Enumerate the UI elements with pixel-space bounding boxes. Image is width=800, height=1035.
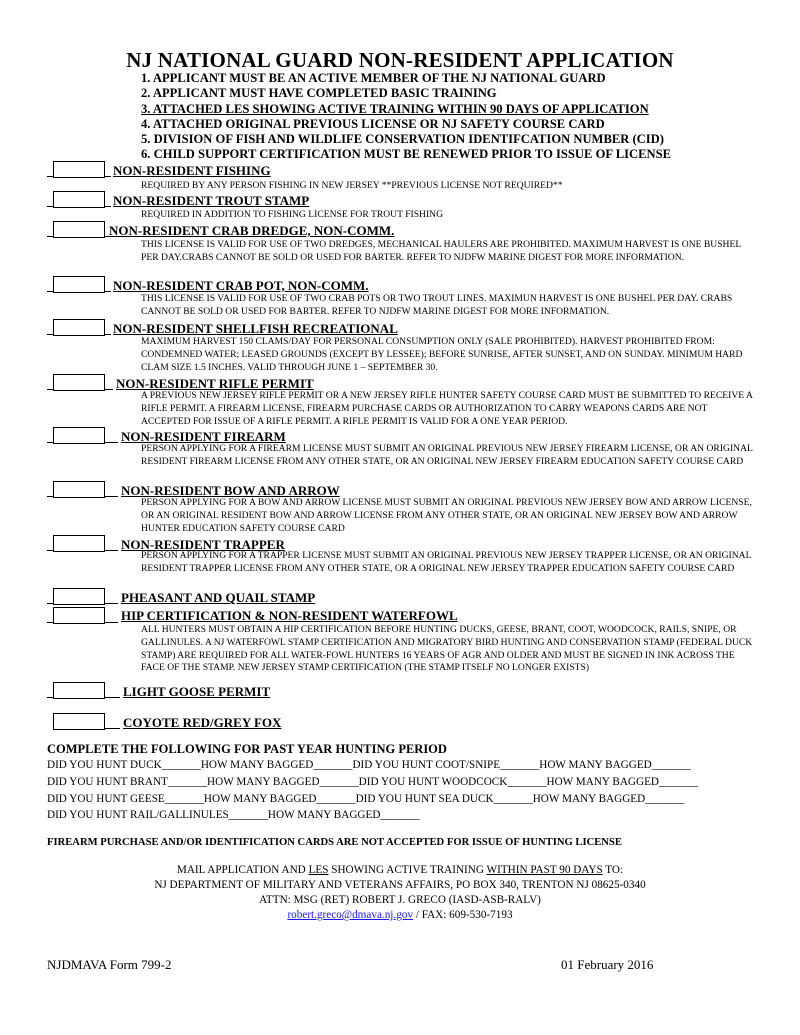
checkbox-shellfish[interactable]: [53, 319, 105, 336]
license-title-bow-arrow: NON-RESIDENT BOW AND ARROW: [121, 483, 340, 498]
firearm-notice: FIREARM PURCHASE AND/OR IDENTIFICATION CARDS ARE NOT ACCEPTED FOR ISSUE OF HUNTING LICENSE: [47, 837, 622, 848]
leader-line: [104, 334, 111, 335]
license-title-shellfish: NON-RESIDENT SHELLFISH RECREATIONAL: [113, 321, 398, 336]
requirement-6: 6. CHILD SUPPORT CERTIFICATION MUST BE RENEWED PRIOR TO ISSUE OF LICENSE: [141, 147, 672, 161]
leader-line: [104, 550, 118, 551]
checkbox-light-goose[interactable]: [53, 682, 105, 699]
hunting-line-brant[interactable]: DID YOU HUNT BRANT_______HOW MANY BAGGED_______DID YOU HUNT WOODCOCK_______HOW MANY BAGGED_______: [47, 776, 699, 788]
mailing-address: NJ DEPARTMENT OF MILITARY AND VETERANS AFFAIRS, PO BOX 340, TRENTON NJ 08625-0340: [154, 879, 646, 891]
checkbox-crab-dredge[interactable]: [53, 221, 105, 238]
checkbox-trapper[interactable]: [53, 535, 105, 552]
mailing-text: MAIL APPLICATION AND: [176, 864, 309, 876]
license-title-rifle-permit: NON-RESIDENT RIFLE PERMIT: [116, 376, 314, 391]
mailing-text: TO:: [602, 864, 624, 876]
hunting-line-rail[interactable]: DID YOU HUNT RAIL/GALLINULES_______HOW MANY BAGGED_______: [47, 809, 420, 821]
license-desc-bow-arrow: PERSON APPLYING FOR A BOW AND ARROW LICENSE MUST SUBMIT AN ORIGINAL PREVIOUS NEW JERSEY BOW AND ARROW LICENSE, OR AN ORIGINAL RESIDENT BOW AND ARROW LICENSE FROM ANY OTHER STATE, OR AN ORIGINAL NEW JERSEY BOW AND ARROW HUNTER EDUCATION SAFETY COURSE CARD: [141, 497, 752, 534]
license-title-fishing: NON-RESIDENT FISHING: [113, 163, 271, 178]
license-desc-firearm: PERSON APPLYING FOR A FIREARM LICENSE MUST SUBMIT AN ORIGINAL PREVIOUS NEW JERSEY FIREARM LICENSE, OR AN ORIGINAL RESIDENT FIREARM LICENSE FROM ANY OTHER STATE, OR AN ORIGINAL NEW JERSEY FIREARM EDUCATION SAFETY COURSE CARD: [141, 443, 753, 467]
checkbox-bow-arrow[interactable]: [53, 481, 105, 498]
license-desc-shellfish: MAXIMUM HARVEST 150 CLAMS/DAY FOR PERSONAL CONSUMPTION ONLY (SALE PROHIBITED). HARVEST PROHIBITED FROM: CONDEMNED WATER; LEASED GROUNDS (EXCEPT BY LESSEE); BEFORE SUNRISE, AFTER SUNSET, AND ON SUNDAY. MINIMUM HARD CLAM SIZE 1.5 INCHES. VALID THROUGH JUNE 1 – SEPTEMBER 30.: [141, 336, 743, 373]
mailing-within: WITHIN PAST 90 DAYS: [486, 864, 603, 876]
license-desc-rifle-permit: A PREVIOUS NEW JERSEY RIFLE PERMIT OR A NEW JERSEY RIFLE HUNTER SAFETY COURSE CARD MUST BE SUBMITTED TO RECEIVE A RIFLE PERMIT. A FIREARM LICENSE, FIREARM PURCHASE CARDS OR AUTHORIZATION TO CARRY WEAPONS CARDS ARE NOT ACCEPTED FOR ISSUE OF A RIFLE PERMIT. A RIFLE PERMIT IS VALID FOR A ONE YEAR PERIOD.: [141, 390, 753, 427]
checkbox-firearm[interactable]: [53, 427, 105, 444]
leader-line: [104, 496, 118, 497]
license-title-coyote-fox: COYOTE RED/GREY FOX: [123, 715, 282, 730]
requirement-4: 4. ATTACHED ORIGINAL PREVIOUS LICENSE OR NJ SAFETY COURSE CARD: [141, 117, 605, 131]
hunting-line-duck[interactable]: DID YOU HUNT DUCK_______HOW MANY BAGGED_______DID YOU HUNT COOT/SNIPE_______HOW MANY BAGGED_______: [47, 759, 691, 771]
leader-line: [104, 622, 118, 623]
requirement-5: 5. DIVISION OF FISH AND WILDLIFE CONSERVATION IDENTIFCATION NUMBER (CID): [141, 132, 664, 146]
checkbox-hip-waterfowl[interactable]: [53, 607, 105, 624]
license-title-crab-dredge: NON-RESIDENT CRAB DREDGE, NON-COMM.: [109, 223, 395, 238]
checkbox-pheasant-quail[interactable]: [53, 588, 105, 605]
mailing-les: LES: [308, 864, 329, 876]
leader-line: [104, 291, 111, 292]
license-title-trout-stamp: NON-RESIDENT TROUT STAMP: [113, 193, 310, 208]
hunting-line-geese[interactable]: DID YOU HUNT GEESE_______HOW MANY BAGGED_______DID YOU HUNT SEA DUCK_______HOW MANY BAGGED_______: [47, 793, 685, 805]
requirement-2: 2. APPLICANT MUST HAVE COMPLETED BASIC TRAINING: [141, 86, 497, 100]
leader-line: [104, 728, 120, 729]
leader-line: [104, 206, 111, 207]
hunting-section-title: COMPLETE THE FOLLOWING FOR PAST YEAR HUNTING PERIOD: [47, 742, 447, 756]
leader-line: [104, 442, 118, 443]
mailing-line-1: [0, 864, 800, 876]
license-title-hip-waterfowl: HIP CERTIFICATION & NON-RESIDENT WATERFOWL: [121, 608, 458, 623]
license-desc-crab-pot: THIS LICENSE IS VALID FOR USE OF TWO CRAB POTS OR TWO TROUT LINES. MAXIMUN HARVEST IS ONE BUSHEL PER DAY. CRABS CANNOT BE SOLD OR USED FOR BARTER. REFER TO NJDFW MARINE DIGEST FOR MORE INFORMATION.: [141, 293, 733, 317]
license-title-crab-pot: NON-RESIDENT CRAB POT, NON-COMM.: [113, 278, 369, 293]
checkbox-fishing[interactable]: [53, 161, 105, 178]
mailing-attn: ATTN: MSG (RET) ROBERT J. GRECO (IASD-ASB-RALV): [259, 894, 541, 906]
license-desc-hip-waterfowl: ALL HUNTERS MUST OBTAIN A HIP CERTIFICATION BEFORE HUNTING DUCKS, GEESE, BRANT, COOT, WOODCOCK, RAILS, SNIPE, OR GALLINULES. A NJ WATERFOWL STAMP CERTIFICATION AND MIGRATORY BIRD HUNTING AND CONSERVATION STAMP (FEDERAL DUCK STAMP) ARE REQUIRED FOR ALL WATER-FOWL HUNTERS 16 YEARS OF AGR AND OLDER AND MUST BE SIGNED IN INK ACROSS THE FACE OF THE STAMP. NEW JERSEY STAMP CERTIFICATION (THE STAMP ITSELF NO LONGER EXISTS): [141, 624, 753, 674]
form-number: NJDMAVA Form 799-2: [47, 957, 172, 972]
page-title: NJ NATIONAL GUARD NON-RESIDENT APPLICATION: [126, 48, 674, 72]
fax-text: / FAX: 609-530-7193: [413, 909, 513, 921]
leader-line: [104, 176, 111, 177]
license-desc-fishing: REQUIRED BY ANY PERSON FISHING IN NEW JERSEY **PREVIOUS LICENSE NOT REQUIRED**: [141, 180, 563, 191]
license-title-firearm: NON-RESIDENT FIREARM: [121, 429, 286, 444]
requirement-1: 1. APPLICANT MUST BE AN ACTIVE MEMBER OF THE NJ NATIONAL GUARD: [141, 71, 606, 85]
leader-line: [104, 603, 118, 604]
checkbox-coyote-fox[interactable]: [53, 713, 105, 730]
checkbox-rifle-permit[interactable]: [53, 374, 105, 391]
mailing-contact: [0, 909, 800, 921]
license-title-light-goose: LIGHT GOOSE PERMIT: [123, 684, 271, 699]
license-desc-crab-dredge: THIS LICENSE IS VALID FOR USE OF TWO DREDGES, MECHANICAL HAULERS ARE PROHIBITED. MAXIMUM HARVEST IS ONE BUSHEL PER DAY.CRABS CANNOT BE SOLD OR USED FOR BARTER. REFER TO NJDFW MARINE DIGEST FOR MORE INFORMATION.: [141, 239, 741, 263]
email-link[interactable]: robert.greco@dmava.nj.gov: [287, 909, 413, 921]
license-desc-trout-stamp: REQUIRED IN ADDITION TO FISHING LICENSE FOR TROUT FISHING: [141, 209, 444, 220]
mailing-text: SHOWING ACTIVE TRAINING: [328, 864, 487, 876]
license-title-trapper: NON-RESIDENT TRAPPER: [121, 537, 285, 552]
form-date: 01 February 2016: [561, 957, 654, 972]
requirement-3: 3. ATTACHED LES SHOWING ACTIVE TRAINING WITHIN 90 DAYS OF APPLICATION: [141, 102, 649, 116]
leader-line: [104, 697, 120, 698]
license-title-pheasant-quail: PHEASANT AND QUAIL STAMP: [121, 590, 316, 605]
checkbox-crab-pot[interactable]: [53, 276, 105, 293]
leader-line: [104, 389, 113, 390]
checkbox-trout-stamp[interactable]: [53, 191, 105, 208]
license-desc-trapper: PERSON APPLYING FOR A TRAPPER LICENSE MUST SUBMIT AN ORIGINAL PREVIOUS NEW JERSEY TRAPPER LICENSE, OR AN ORIGINAL RESIDENT TRAPPER LICENSE FROM ANY OTHER STATE, OR A ORIGINAL NEW JERSEY TRAPPER EDUCATION SAFETY COURSE CARD: [141, 550, 752, 574]
